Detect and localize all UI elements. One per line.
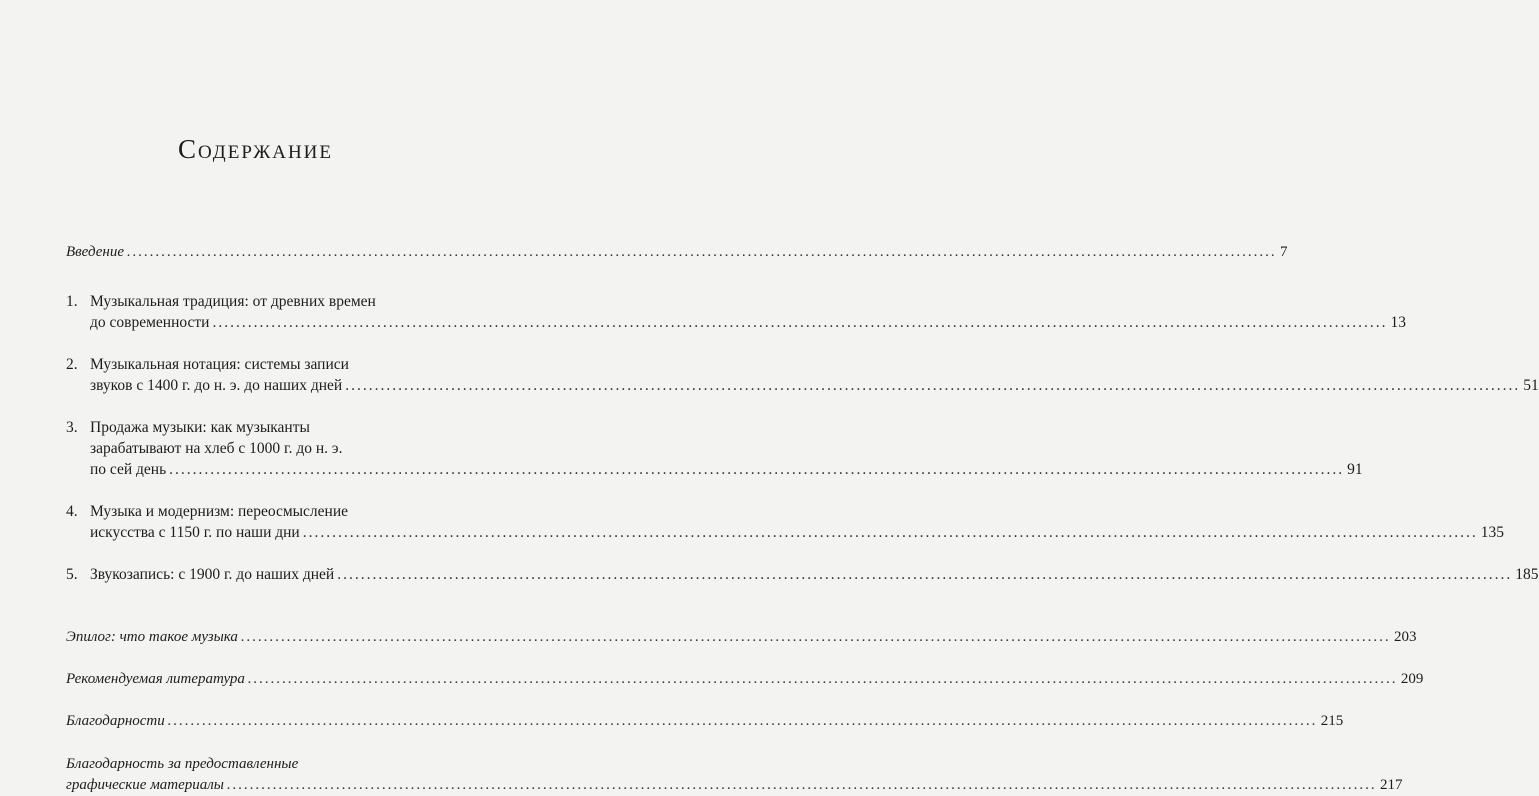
- page-number: 209: [1400, 671, 1424, 687]
- chapter-number: 2.: [66, 356, 78, 373]
- dot-leader: ........................................................................................................................................................................................................: [167, 713, 1318, 729]
- toc-entry[interactable]: [66, 501, 1504, 543]
- entry-title-text: Музыкальная традиция: от древних времен: [90, 293, 376, 310]
- toc-entry[interactable]: [66, 242, 1288, 263]
- toc-entry-line: [66, 501, 459, 522]
- page-number: 135: [1480, 524, 1504, 541]
- entry-title-text: звуков с 1400 г. до н. э. до наших дней: [90, 377, 343, 394]
- chapter-number: 5.: [66, 566, 78, 583]
- chapter-number: 4.: [66, 503, 78, 520]
- dot-leader: ........................................................................................................................................................................................................: [127, 244, 1277, 260]
- page-number: 51: [1523, 377, 1539, 394]
- toc-entry-line: [66, 754, 459, 775]
- entry-title-text: до современности: [90, 314, 210, 331]
- toc-entry[interactable]: [66, 417, 1363, 480]
- entry-title-text: по сей день: [90, 461, 167, 478]
- entry-title-text: Введение: [66, 244, 124, 260]
- entry-title-text: Музыкальная нотация: системы записи: [90, 356, 349, 373]
- page-number: 91: [1347, 461, 1363, 478]
- toc-entry-line: [66, 522, 1504, 543]
- toc-entry-line: [66, 312, 1406, 333]
- toc-entry-line: [66, 775, 1403, 796]
- toc-entry[interactable]: [66, 754, 1403, 796]
- entry-title-text: искусства с 1150 г. по наши дни: [90, 524, 300, 541]
- page-number: 13: [1390, 314, 1406, 331]
- toc-entry-line: [66, 242, 1288, 263]
- toc-entry-line: [66, 291, 459, 312]
- page-title: Содержание: [177, 134, 334, 164]
- chapter-number: 1.: [66, 293, 78, 310]
- entry-title-text: Рекомендуемая литература: [66, 671, 245, 687]
- toc-entry-line: [66, 711, 1344, 732]
- entry-title-text: зарабатывают на хлеб с 1000 г. до н. э.: [90, 440, 343, 457]
- entry-title-text: Продажа музыки: как музыканты: [90, 419, 310, 436]
- dot-leader: ........................................................................................................................................................................................................: [345, 377, 1521, 394]
- dot-leader: ........................................................................................................................................................................................................: [302, 524, 1478, 541]
- entry-title-text: Звукозапись: с 1900 г. до наших дней: [90, 566, 335, 583]
- page-number: 185: [1515, 566, 1539, 583]
- toc-entry[interactable]: [66, 627, 1417, 648]
- entry-title-text: Эпилог: что такое музыка: [66, 629, 238, 645]
- chapter-number: 3.: [66, 419, 78, 436]
- toc-entry[interactable]: [66, 669, 1424, 690]
- page-number: 215: [1320, 713, 1344, 729]
- page-number: 217: [1379, 777, 1403, 793]
- entry-title-text: Благодарности: [66, 713, 165, 729]
- entry-title-text: графические материалы: [66, 777, 224, 793]
- page-number: 7: [1280, 244, 1288, 260]
- dot-leader: ........................................................................................................................................................................................................: [240, 629, 1391, 645]
- toc-entry[interactable]: [66, 291, 1406, 333]
- toc-entry[interactable]: [66, 354, 1539, 396]
- toc-entry-line: [66, 354, 459, 375]
- dot-leader: ........................................................................................................................................................................................................: [337, 566, 1513, 583]
- page-number: 203: [1393, 629, 1417, 645]
- toc-entry-line: [66, 375, 1539, 396]
- dot-leader: ........................................................................................................................................................................................................: [247, 671, 1398, 687]
- toc-entry-line: [66, 564, 1539, 585]
- dot-leader: ........................................................................................................................................................................................................: [169, 461, 1345, 478]
- toc-entry-line: [66, 627, 1417, 648]
- toc-entry-line: [66, 438, 459, 459]
- toc-entry[interactable]: [66, 564, 1539, 585]
- entry-title-text: Музыка и модернизм: переосмысление: [90, 503, 349, 520]
- entry-title-text: Благодарность за предоставленные: [66, 756, 299, 772]
- dot-leader: ........................................................................................................................................................................................................: [212, 314, 1388, 331]
- toc-entry[interactable]: [66, 711, 1344, 732]
- toc-entry-line: [66, 459, 1363, 480]
- dot-leader: ........................................................................................................................................................................................................: [226, 777, 1377, 793]
- toc-entry-line: [66, 417, 459, 438]
- toc-entry-line: [66, 669, 1424, 690]
